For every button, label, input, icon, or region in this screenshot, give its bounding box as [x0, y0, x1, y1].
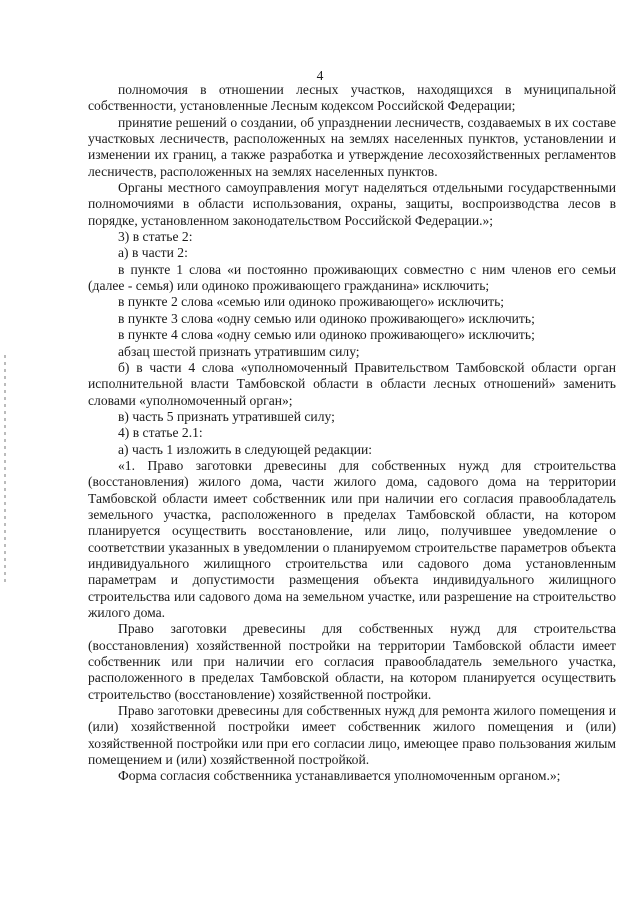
paragraph: Право заготовки древесины для собственных нужд для строительства (восстановления) хозяйственной постройки на территории Тамбовской области имеет собственник или при наличии его согласия правообладатель земельного участка, расположенного в пределах Тамбовской области, на котором планируется осуществить строительство (восстановление) хозяйственной постройки. — [88, 621, 616, 702]
document-body — [88, 82, 616, 785]
paragraph: а) в части 2: — [118, 245, 188, 261]
paragraph: в) часть 5 признать утратившей силу; — [118, 408, 335, 424]
paragraph: принятие решений о создании, об упразднении лесничеств, создаваемых в их составе участковых лесничеств, расположенных на землях населенных пунктов, установлении и изменении их границ, а также разработка и утверждение лесохозяйственных регламентов лесничеств, расположенных на землях населенных пунктов. — [88, 114, 616, 179]
paragraph: б) в части 4 слова «уполномоченный Правительством Тамбовской области орган исполнительной власти Тамбовской области в области лесных отношений» заменить словами «уполномоченный орган»; — [88, 359, 616, 408]
paragraph: Право заготовки древесины для собственных нужд для ремонта жилого помещения и (или) хозяйственной постройки имеет собственник жилого помещения и (или) хозяйственной постройки или при его согласии лицо, имеющее право пользования жилым помещением и (или) хозяйственной постройкой. — [88, 703, 616, 768]
paragraph: Органы местного самоуправления могут наделяться отдельными государственными полномочиями в области использования, охраны, защиты, воспроизводства лесов в порядке, установленном законодательством Российской Федерации.»; — [88, 180, 616, 228]
paragraph: в пункте 1 слова «и постоянно проживающих совместно с ним членов его семьи (далее - семья) или одиноко проживающего гражданина» исключить; — [88, 261, 616, 294]
paragraph: а) часть 1 изложить в следующей редакции: — [118, 441, 373, 457]
paragraph: в пункте 4 слова «одну семью или одиноко проживающего» исключить; — [118, 327, 535, 343]
page-number: 4 — [316, 68, 324, 83]
paragraph: 4) в статье 2.1: — [118, 425, 203, 441]
paragraph: «1. Право заготовки древесины для собственных нужд для строительства (восстановления) жилого дома, части жилого дома, садового дома на территории Тамбовской области имеет собственник или при наличии его согласия правообладатель земельного участка, расположенного в пределах Тамбовской области, на котором планируется осуществить восстановление, или лицо, получившее уведомление о соответствии указанных в уведомлении о планируемом строительстве параметров объекта индивидуального жилищного строительства или садового дома установленным параметрам и допустимости размещения объекта индивидуального жилищного строительства или садового дома на земельном участке, или разрешение на строительство жилого дома. — [88, 457, 616, 620]
paragraph: Форма согласия собственника устанавливается уполномоченным органом.»; — [118, 768, 561, 784]
paragraph: в пункте 3 слова «одну семью или одиноко проживающего» исключить; — [118, 310, 535, 326]
paragraph: абзац шестой признать утратившим силу; — [118, 343, 360, 359]
paragraph: в пункте 2 слова «семью или одиноко проживающего» исключить; — [118, 294, 505, 310]
scan-margin-artifact — [4, 355, 6, 585]
paragraph: 3) в статье 2: — [118, 229, 193, 245]
paragraph: полномочия в отношении лесных участков, находящихся в муниципальной собственности, установленные Лесным кодексом Российской Федерации; — [88, 82, 616, 114]
